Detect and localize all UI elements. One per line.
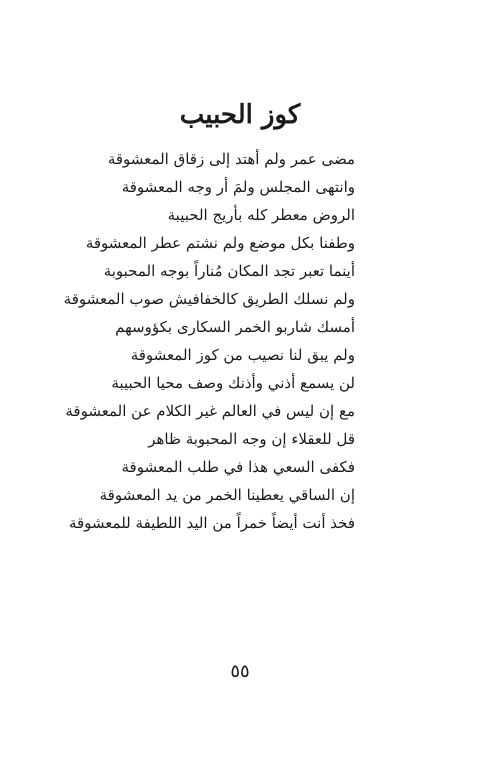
- poem-line: فخذ أنت أيضاً خمراً من اليد اللطيفة للمعشوقة: [68, 514, 355, 532]
- poem-title: كوز الحبيب: [179, 100, 301, 130]
- poem-line: الروض معطر كله بأريج الحبيبة: [167, 206, 355, 224]
- poem-line: إن الساقي يعطينا الخمر من يد المعشوقة: [99, 486, 355, 504]
- poem-line: وانتهى المجلس ولمَ أر وجه المعشوقة: [121, 178, 355, 196]
- poem-line: وطفنا بكل موضع ولم نشتم عطر المعشوقة: [85, 234, 355, 252]
- poem-line: ولم نسلك الطريق كالخفافيش صوب المعشوقة: [63, 290, 355, 308]
- poem-line: قل للعقلاء إن وجه المحبوبة ظاهر: [148, 430, 355, 448]
- poem-line: فكفى السعي هذا في طلب المعشوقة: [121, 458, 355, 476]
- page-number: ٥٥: [230, 661, 250, 682]
- poem-line: أمسك شاربو الخمر السكارى بكؤوسهم: [115, 318, 355, 336]
- poem-line: مضى عمر ولم أهتد إلى زقاق المعشوقة: [107, 150, 355, 168]
- poem-line: أينما تعبر تجد المكان مُناراً بوجه المحبوبة: [103, 262, 355, 280]
- poem-line: لن يسمع أذني وأذنك وصف محيا الحبيبة: [111, 374, 355, 392]
- poem-line: ولم يبق لنا نصيب من كوز المعشوقة: [130, 346, 355, 364]
- poem-line: مع إن ليس في العالم غير الكلام عن المعشوقة: [65, 402, 355, 420]
- poem-body: [63, 145, 355, 537]
